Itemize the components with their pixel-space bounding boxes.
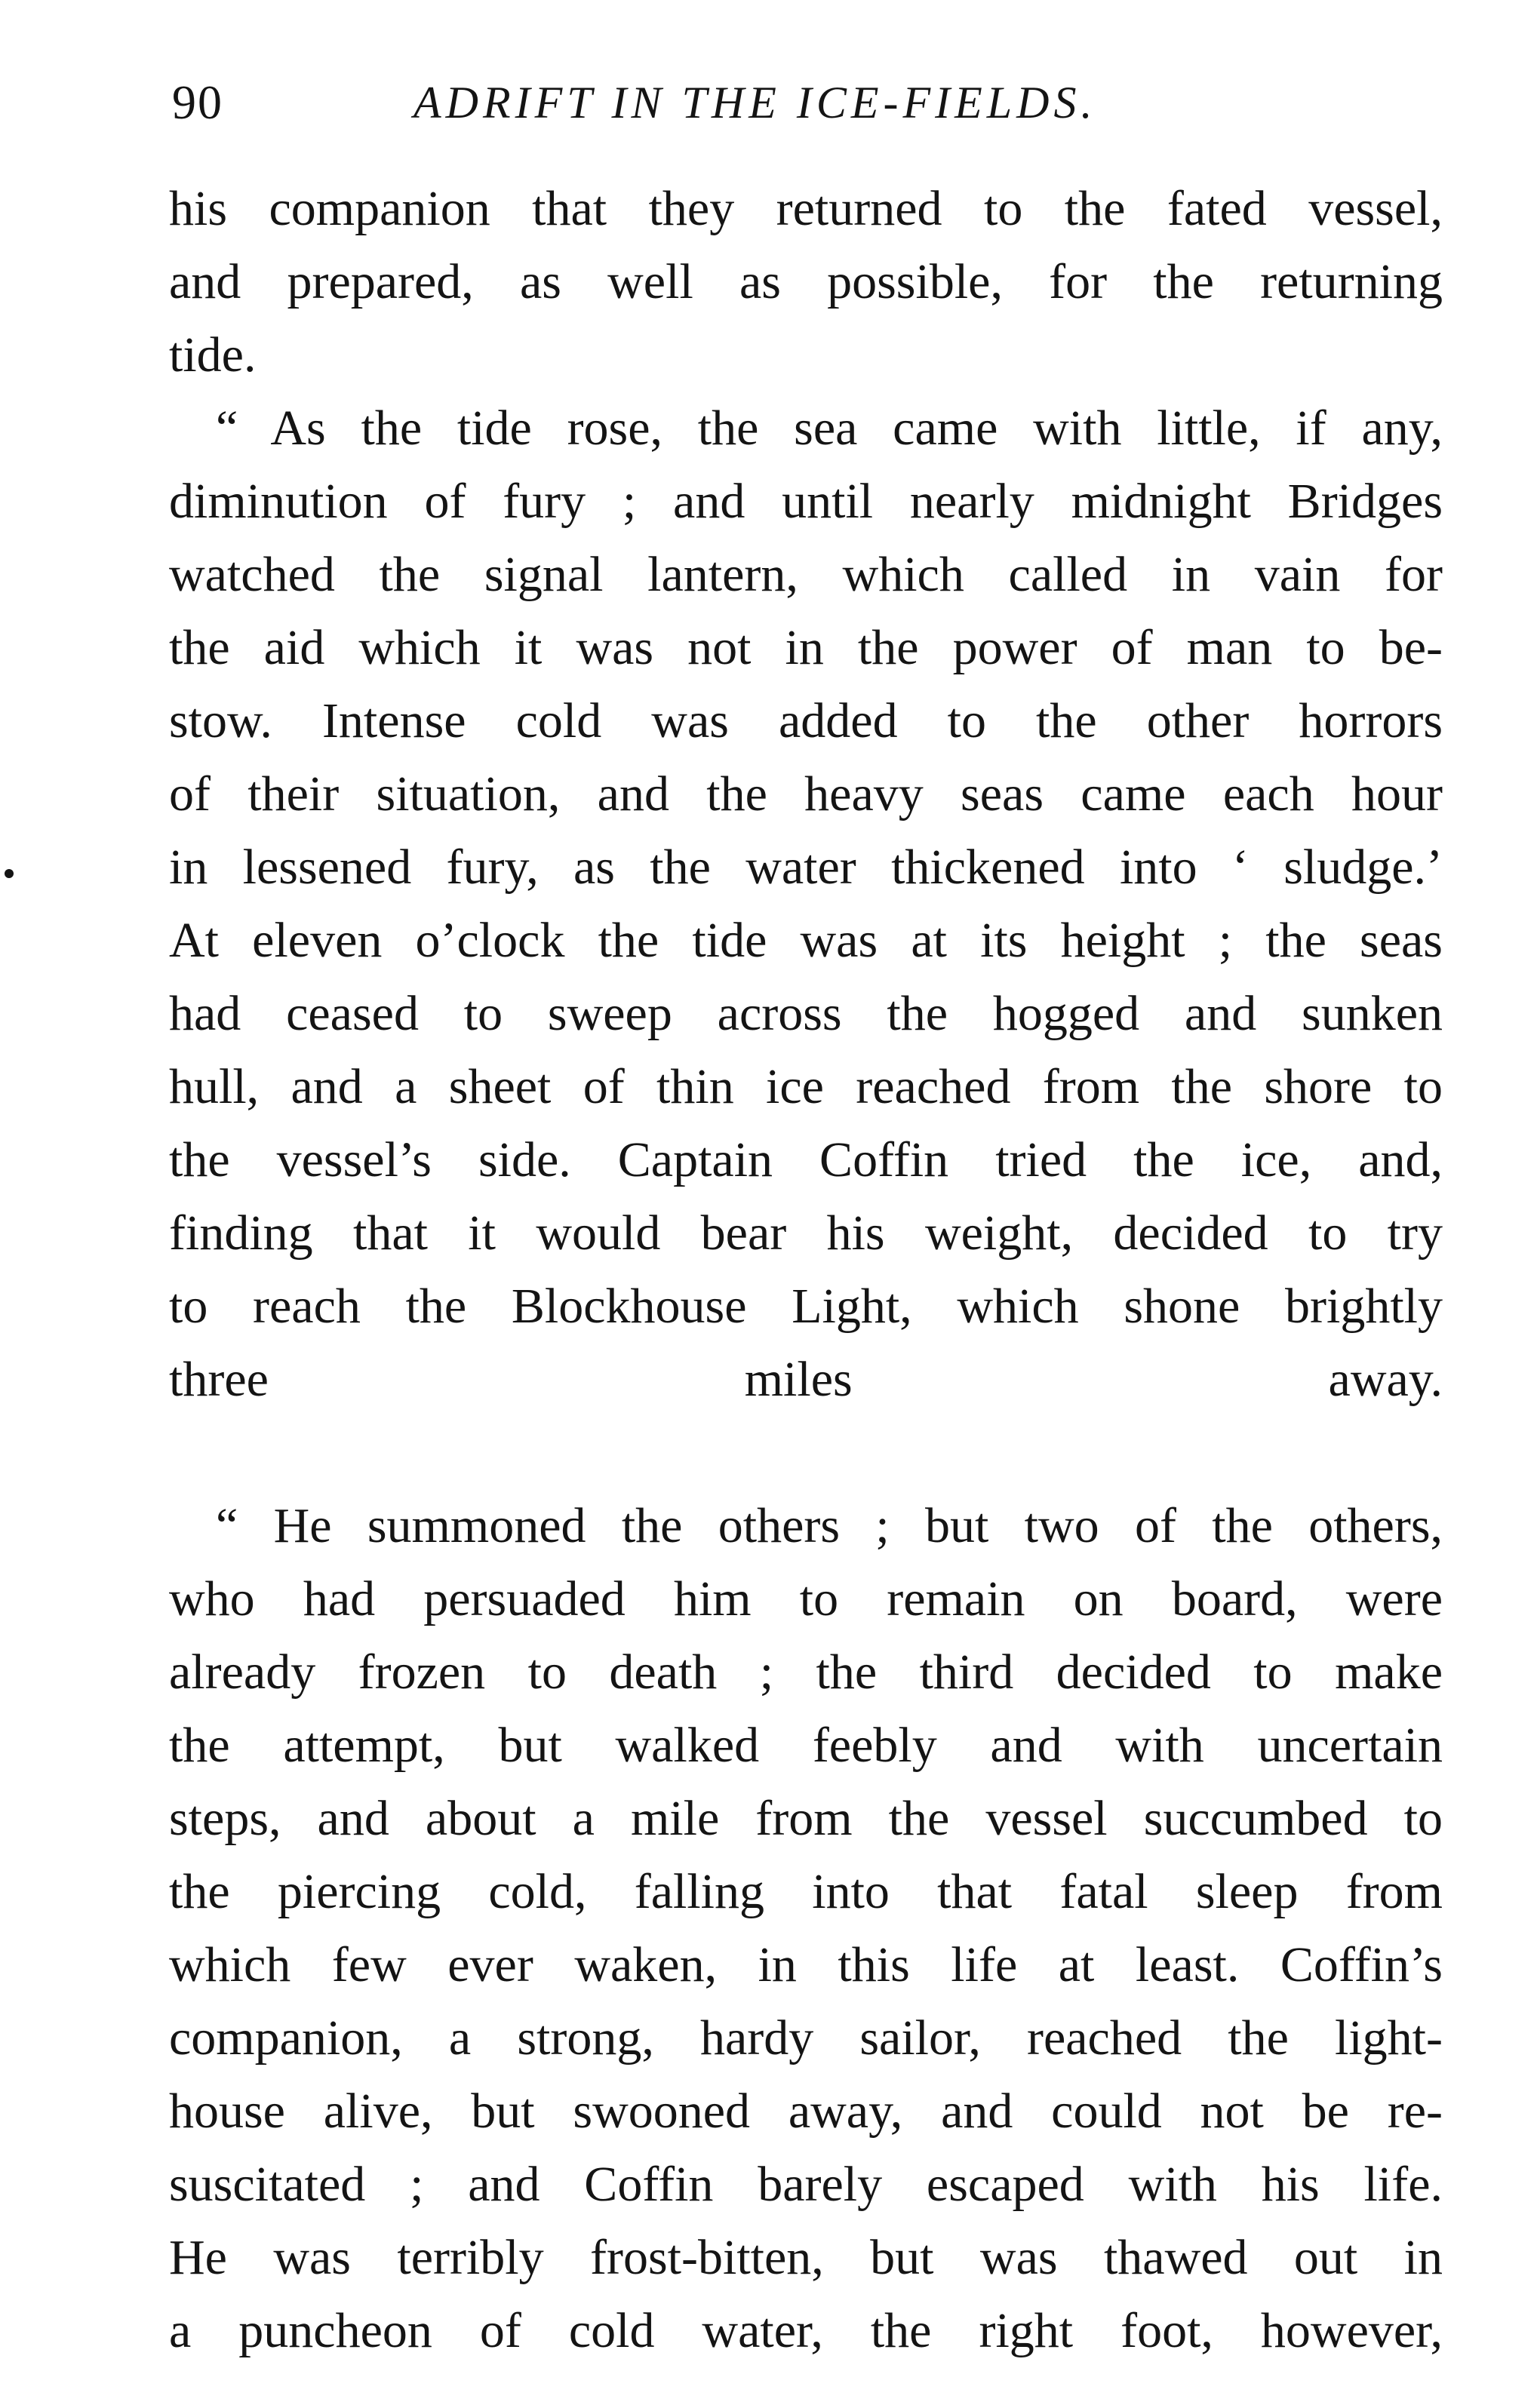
paragraph-1 <box>169 172 1443 392</box>
page-number: 90 <box>172 75 223 129</box>
text-line: diminution of fury ; and until nearly midnight Bridges <box>169 474 1443 529</box>
text-line: the vessel’s side. Captain Coffin tried the ice, and, <box>169 1132 1443 1187</box>
text-line: companion, a strong, hardy sailor, reached the light- <box>169 2010 1443 2066</box>
paragraph-2 <box>169 392 1443 1489</box>
text-line: He was terribly frost-bitten, but was thawed out in <box>169 2230 1443 2285</box>
text-line: finding that it would bear his weight, decided to try <box>169 1206 1443 1261</box>
running-title: ADRIFT IN THE ICE-FIELDS. <box>413 78 1097 127</box>
text-line: which few ever waken, in this life at least. Coffin’s <box>169 1937 1443 1992</box>
running-head <box>172 72 1455 133</box>
paragraph-3 <box>169 1489 1443 2367</box>
text-line: “ As the tide rose, the sea came with little, if any, <box>216 401 1443 456</box>
text-line: in lessened fury, as the water thickened into ‘ sludge.’ <box>169 840 1443 895</box>
text-line: the piercing cold, falling into that fatal sleep from <box>169 1864 1443 1919</box>
text-line: the attempt, but walked feebly and with uncertain <box>169 1718 1443 1773</box>
text-line: a puncheon of cold water, the right foot, however, <box>169 2303 1443 2358</box>
text-line: who had persuaded him to remain on board, were <box>169 1571 1443 1626</box>
text-line: house alive, but swooned away, and could not be re- <box>169 2084 1443 2139</box>
stray-ink-dot <box>5 869 14 878</box>
text-line: tide. <box>169 327 257 382</box>
text-line: to reach the Blockhouse Light, which shone brightly <box>169 1279 1443 1334</box>
text-line: had ceased to sweep across the hogged and sunken <box>169 986 1443 1041</box>
text-line <box>169 1416 1443 1489</box>
text-line: “ He summoned the others ; but two of the others, <box>216 1498 1443 1553</box>
text-line: hull, and a sheet of thin ice reached from the shore to <box>169 1059 1443 1114</box>
body-text <box>169 172 1443 2367</box>
text-line: of their situation, and the heavy seas came each hour <box>169 766 1443 822</box>
text-line: the aid which it was not in the power of man to be- <box>169 620 1443 675</box>
text-line: his companion that they returned to the fated vessel, <box>169 181 1443 236</box>
text-line: and prepared, as well as possible, for the returning <box>169 254 1443 309</box>
text-line: already frozen to death ; the third decided to make <box>169 1645 1443 1700</box>
text-line: At eleven o’clock the tide was at its height ; the seas <box>169 913 1443 968</box>
text-line: suscitated ; and Coffin barely escaped with his life. <box>169 2157 1443 2212</box>
text-line: watched the signal lantern, which called in vain for <box>169 547 1443 602</box>
text-line: three miles away. <box>169 1352 1443 1407</box>
text-line: steps, and about a mile from the vessel succumbed to <box>169 1791 1443 1846</box>
text-line: stow. Intense cold was added to the other horrors <box>169 693 1443 748</box>
